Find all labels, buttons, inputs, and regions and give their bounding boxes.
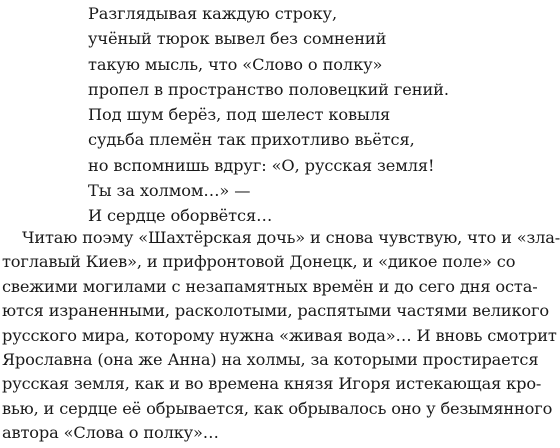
poem-line: пропел в пространство половецкий гений. — [88, 79, 449, 99]
poem-line: такую мысль, что «Слово о полку» — [88, 54, 383, 74]
paragraph-line: русская земля, как и во времена князя Игоря истекающая кро- — [2, 374, 542, 394]
poem-line: Ты за холмом…» — — [88, 181, 251, 201]
paragraph-line: свежими могилами с незапамятных времён и до сего дня оста- — [2, 276, 538, 296]
poem-line: Под шум берёз, под шелест ковыля — [88, 105, 391, 125]
paragraph-line: тоглавый Киев», и прифронтовой Донецк, и «дикое поле» со — [2, 252, 516, 272]
paragraph-line: ются израненными, расколотыми, распятыми частями великого — [2, 301, 549, 321]
poem-line: И сердце оборвётся… — [88, 206, 273, 226]
prose-paragraph — [2, 226, 560, 446]
poem-line: но вспомнишь вдруг: «О, русская земля! — [88, 155, 435, 175]
poem-block — [88, 1, 449, 229]
paragraph-line: Ярославна (она же Анна) на холмы, за которыми простирается — [2, 350, 539, 370]
paragraph-line: Читаю поэму «Шахтёрская дочь» и снова чувствую, что и «зла- — [22, 228, 560, 247]
poem-line: учёный тюрок вывел без сомнений — [88, 29, 387, 49]
paragraph-line: вью, и сердце её обрывается, как обрывалось оно у безымянного — [2, 398, 553, 418]
poem-line: Разглядывая каждую строку, — [88, 4, 338, 23]
poem-line: судьба племён так прихотливо вьётся, — [88, 130, 415, 150]
paragraph-line: русского мира, которому нужна «живая вода»… И вновь смотрит — [2, 325, 557, 345]
paragraph-line: автора «Слова о полку»… — [2, 423, 219, 443]
